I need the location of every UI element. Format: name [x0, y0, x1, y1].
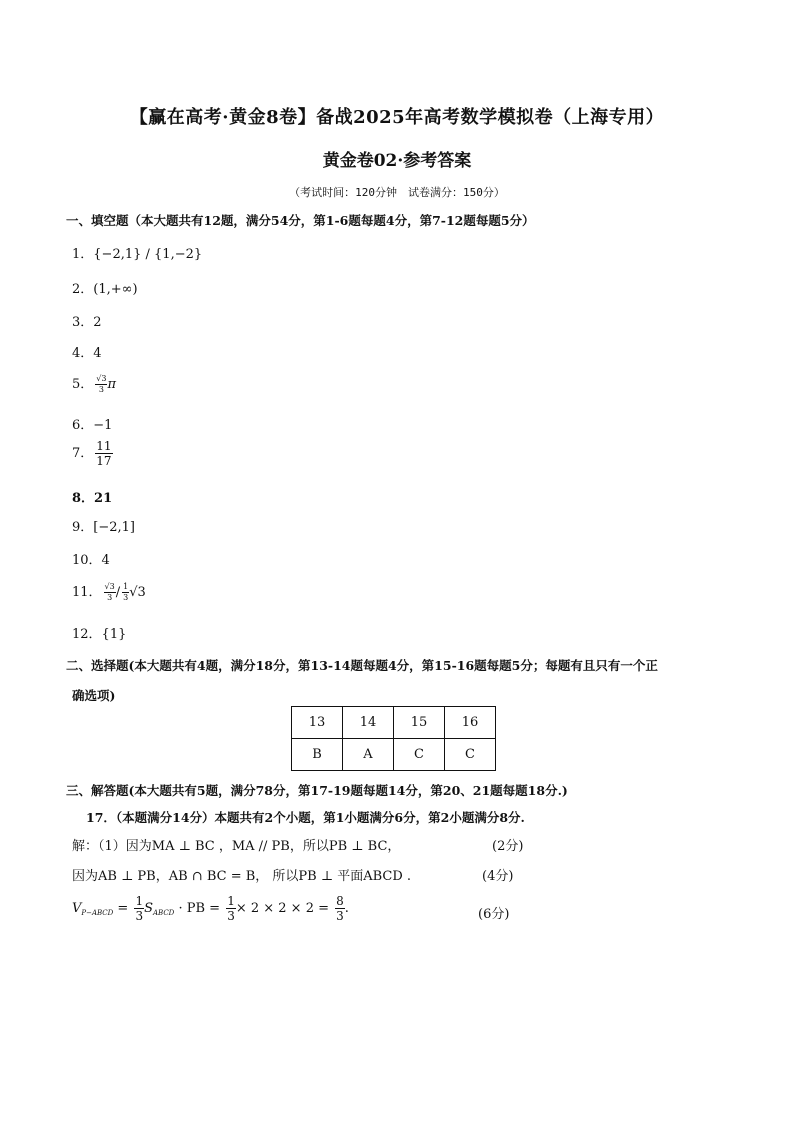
score-mark-3: (6分): [478, 907, 510, 922]
score-mark-1: (2分): [492, 839, 524, 854]
choice-answer-table: [291, 706, 496, 771]
table-cell: C: [394, 739, 445, 771]
exam-info: （考试时间：120分钟 试卷满分：150分）: [289, 186, 505, 199]
answer-12: 12．{1}: [72, 627, 127, 642]
document-subtitle: 黄金卷02·参考答案: [322, 151, 472, 171]
answer-8: 8．21: [72, 491, 113, 506]
q17-intro: 17．（本题满分14分）本题共有2个小题，第1小题满分6分，第2小题满分8分.: [86, 810, 525, 825]
table-cell: 15: [394, 707, 445, 739]
answer-1: 1．{−2,1} / {1,−2}: [72, 247, 203, 262]
section1-heading: 一、填空题（本大题共有12题，满分54分，第1-6题每题4分，第7-12题每题5分）: [66, 213, 535, 228]
table-cell: 14: [343, 707, 394, 739]
answer-11: 11． $\frac{√3}{3}$ / $\frac{1}{3}$ √3: [72, 582, 146, 602]
answer-4: 4．4: [72, 346, 102, 361]
solution-line-3: $V_{P-ABCD}$ = $\frac{1}{3}$ $S_{ABCD}$ · PB = $\frac{1}{3}$ × 2 × 2 × 2 = $\frac{8}{3}$ .: [72, 894, 349, 923]
table-cell: 13: [292, 707, 343, 739]
answer-10: 10．4: [72, 553, 110, 568]
answer-2: 2．(1,+∞): [72, 282, 138, 297]
table-cell: 16: [445, 707, 496, 739]
answer-9: 9．[−2,1]: [72, 520, 135, 535]
score-mark-2: (4分): [482, 869, 514, 884]
table-cell: B: [292, 739, 343, 771]
section2-heading-line1: 二、选择题(本大题共有4题，满分18分，第13-14题每题4分，第15-16题每题5分；每题有且只有一个正: [66, 658, 658, 673]
table-cell: C: [445, 739, 496, 771]
answer-3: 3．2: [72, 315, 102, 330]
section2-heading-line2: 确选项): [72, 688, 116, 703]
table-row-answers: [292, 739, 496, 771]
table-row-questions: [292, 707, 496, 739]
solution-line-2: 因为AB ⊥ PB，AB ∩ BC = B， 所以PB ⊥ 平面ABCD .: [72, 869, 412, 884]
solution-line-1: 解：（1）因为MA ⊥ BC ，MA // PB，所以PB ⊥ BC，: [72, 839, 401, 854]
document-title: 【赢在高考·黄金8卷】备战2025年高考数学模拟卷（上海专用）: [129, 107, 665, 128]
answer-5: 5． $\frac{√3}{3}$ π: [72, 374, 117, 394]
section3-heading: 三、解答题(本大题共有5题，满分78分，第17-19题每题14分，第20、21题每题18分.): [66, 783, 568, 798]
table-cell: A: [343, 739, 394, 771]
answer-7: 7． $\frac{11}{17}$: [72, 439, 112, 468]
answer-6: 6．−1: [72, 418, 113, 433]
